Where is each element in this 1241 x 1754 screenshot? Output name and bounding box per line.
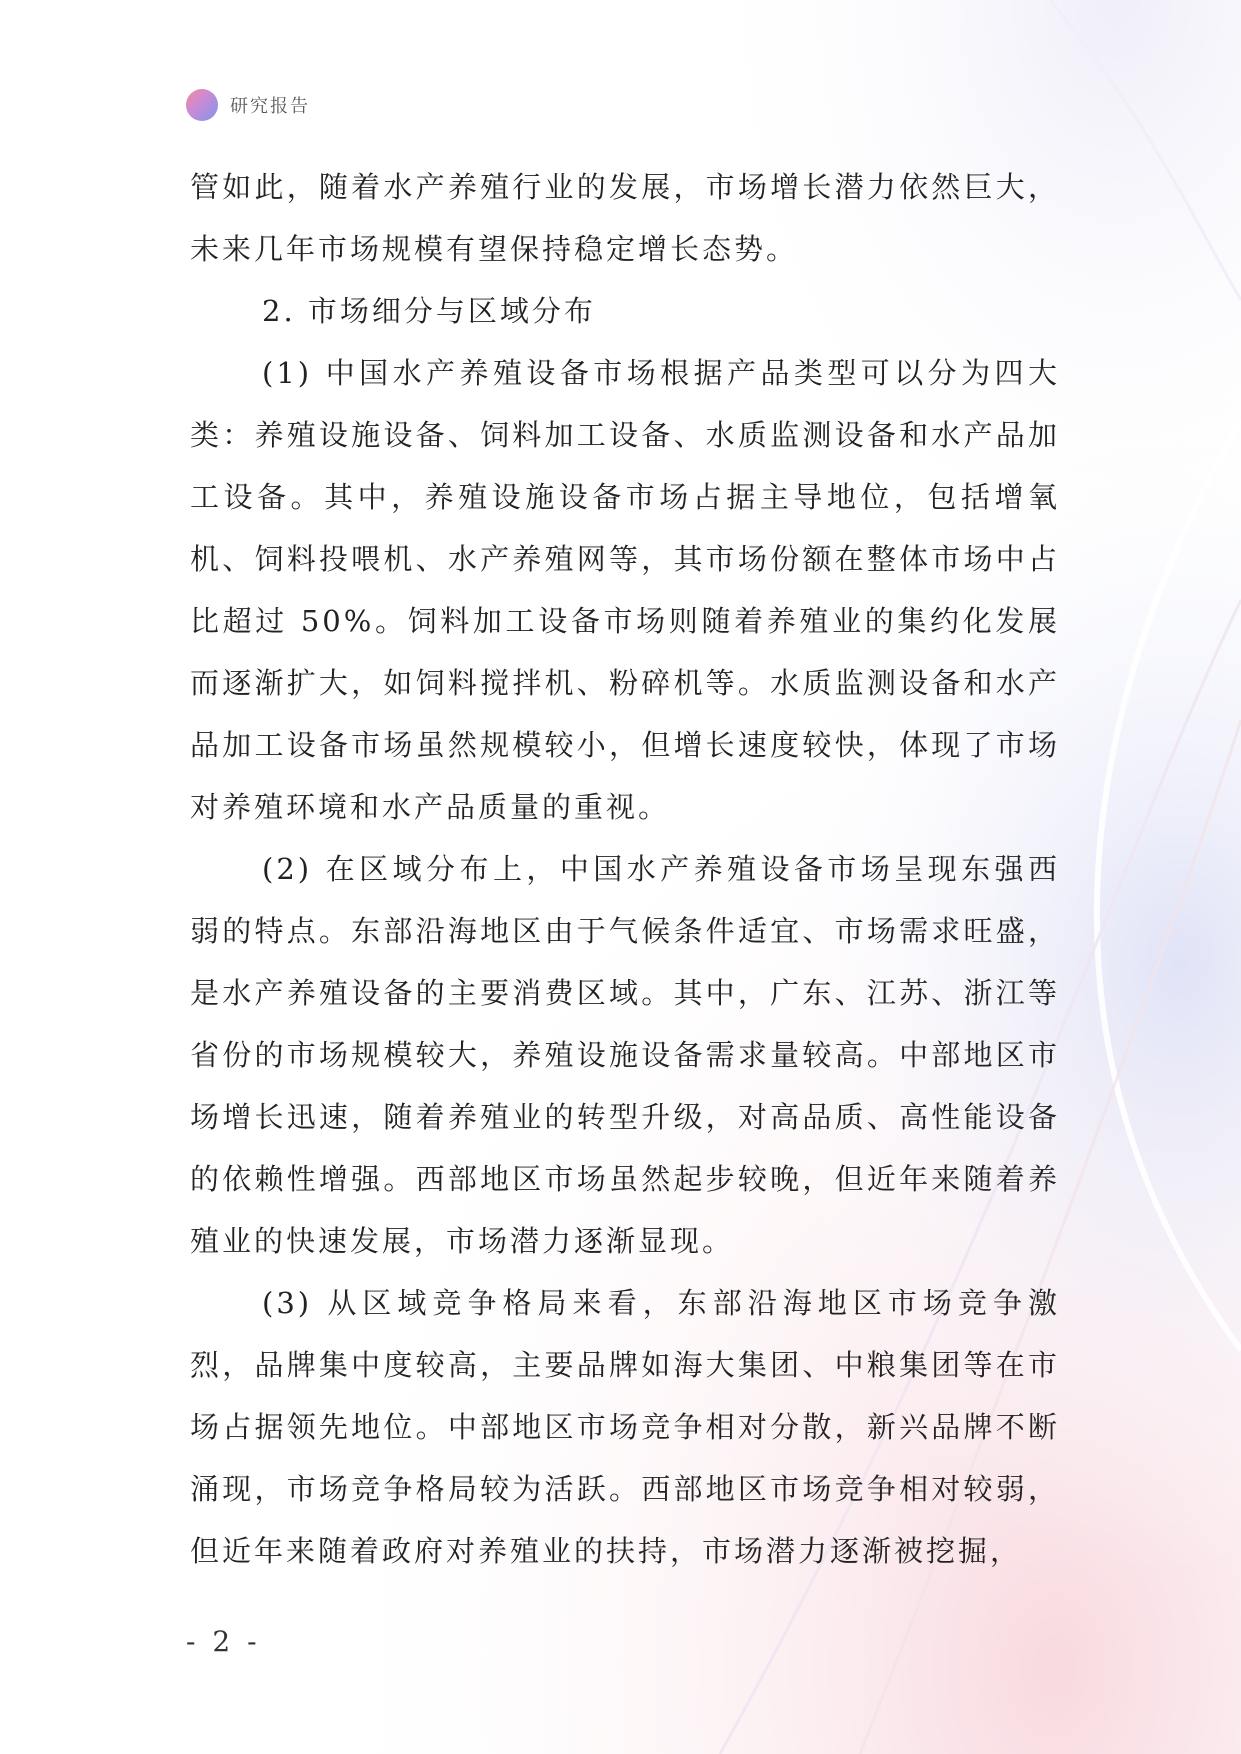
section-heading: 2. 市场细分与区域分布 <box>262 294 596 328</box>
paragraph-2: (2) 在区域分布上，中国水产养殖设备市场呈现东强西弱的特点。东部沿海地区由于气候条件适宜、市场需求旺盛，是水产养殖设备的主要消费区域。其中，广东、江苏、浙江等省份的市场规模较大，养殖设施设备需求量较高。中部地区市场增长迅速，随着养殖业的转型升级，对高品质、高性能设备的依赖性增强。西部地区市场虽然起步较晚，但近年来随着养殖业的快速发展，市场潜力逐渐显现。 <box>190 852 1060 1258</box>
report-header <box>186 88 310 122</box>
header-title: 研究报告 <box>230 96 310 117</box>
report-logo-icon <box>186 89 218 121</box>
document-body <box>190 156 1060 1582</box>
paragraph-3: (3) 从区域竞争格局来看，东部沿海地区市场竞争激烈，品牌集中度较高，主要品牌如海大集团、中粮集团等在市场占据领先地位。中部地区市场竞争相对分散，新兴品牌不断涌现，市场竞争格局较为活跃。西部地区市场竞争相对较弱，但近年来随着政府对养殖业的扶持，市场潜力逐渐被挖掘， <box>190 1286 1060 1568</box>
paragraph-1: (1) 中国水产养殖设备市场根据产品类型可以分为四大类：养殖设施设备、饲料加工设备、水质监测设备和水产品加工设备。其中，养殖设施设备市场占据主导地位，包括增氧机、饲料投喂机、水产养殖网等，其市场份额在整体市场中占比超过 50%。饲料加工设备市场则随着养殖业的集约化发展而逐渐扩大，如饲料搅拌机、粉碎机等。水质监测设备和水产品加工设备市场虽然规模较小，但增长速度较快，体现了市场对养殖环境和水产品质量的重视。 <box>190 356 1060 824</box>
paragraph-continuation: 管如此，随着水产养殖行业的发展，市场增长潜力依然巨大，未来几年市场规模有望保持稳定增长态势。 <box>190 170 1060 266</box>
page-number: - 2 - <box>186 1625 261 1658</box>
